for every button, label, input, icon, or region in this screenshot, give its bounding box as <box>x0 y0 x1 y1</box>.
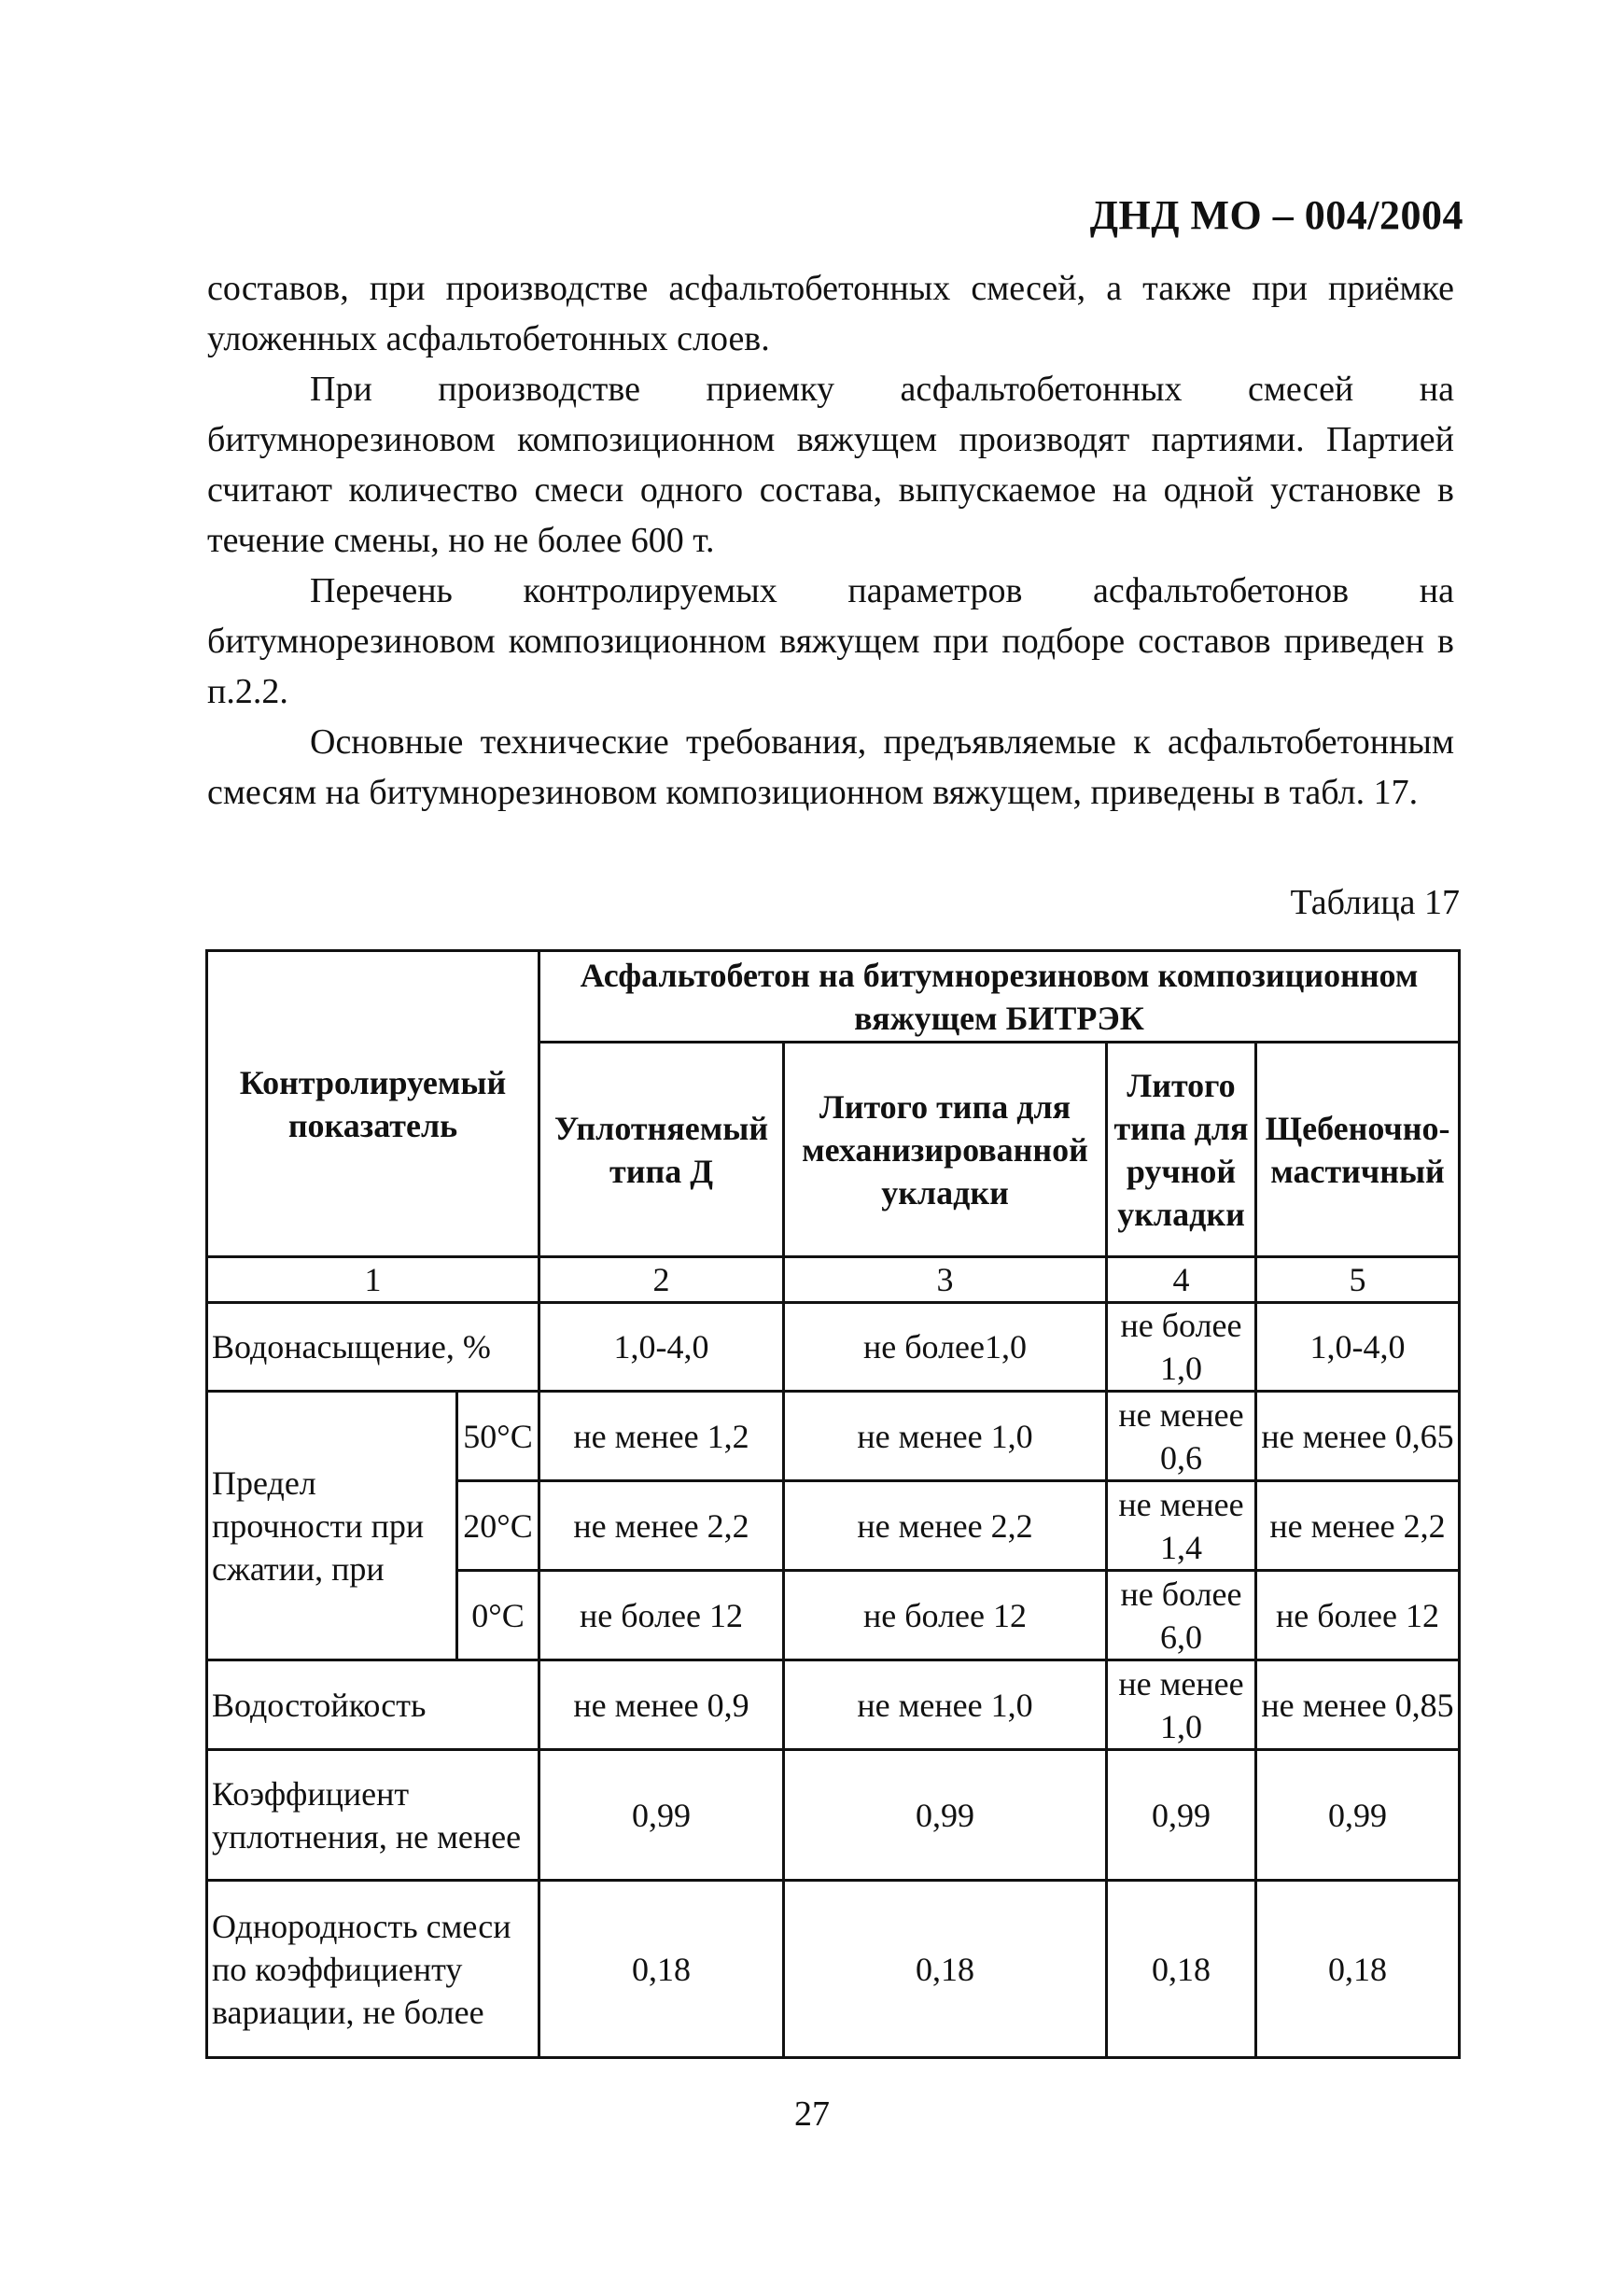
table-row-water-resistance <box>207 1660 1460 1750</box>
temperature-cell: 20°С <box>457 1481 539 1571</box>
row-label: Однородность смеси по коэффициенту вариации, не более <box>207 1881 539 2058</box>
table-row-strength-50 <box>207 1392 1460 1481</box>
cell-value: 0,18 <box>539 1881 784 2058</box>
cell-value: не менее 2,2 <box>1256 1481 1460 1571</box>
column-number: 1 <box>207 1257 539 1303</box>
cell-value: не менее 0,65 <box>1256 1392 1460 1481</box>
table-row-water-saturation <box>207 1303 1460 1392</box>
cell-value: 1,0-4,0 <box>1256 1303 1460 1392</box>
row-label: Водостойкость <box>207 1660 539 1750</box>
cell-value: не менее 0,9 <box>539 1660 784 1750</box>
cell-value: не более 12 <box>539 1571 784 1660</box>
cell-value: 0,99 <box>1256 1750 1460 1881</box>
cell-value: не менее 0,6 <box>1107 1392 1256 1481</box>
cell-value: не более 6,0 <box>1107 1571 1256 1660</box>
cell-value: не менее 1,2 <box>539 1392 784 1481</box>
cell-value: 0,99 <box>539 1750 784 1881</box>
cell-value: 0,99 <box>784 1750 1107 1881</box>
row-label: Водонасыщение, % <box>207 1303 539 1392</box>
cell-value: 0,99 <box>1107 1750 1256 1881</box>
paragraph-2: При производстве приемку асфальтобетонных смесей на битумнорезиновом композиционном вяжущем производят партиями. Партией считают количество смеси одного состава, выпускаемое на одной установке в течение смены, но не более 600 т. <box>207 370 1454 560</box>
paragraph-3: Перечень контролируемых параметров асфальтобетонов на битумнорезиновом композиционном вяжущем при подборе составов приведен в п.2.2. <box>207 571 1454 711</box>
header-col2: Уплотняемый типа Д <box>539 1043 784 1257</box>
row-label: Коэффициент уплотнения, не менее <box>207 1750 539 1881</box>
cell-value: не менее 1,0 <box>784 1392 1107 1481</box>
header-col4: Литого типа для ручной укладки <box>1107 1043 1256 1257</box>
cell-value: 0,18 <box>1256 1881 1460 2058</box>
header-col3: Литого типа для механизированной укладки <box>784 1043 1107 1257</box>
row-label: Предел прочности при сжатии, при <box>207 1392 457 1660</box>
cell-value: не менее 1,0 <box>1107 1660 1256 1750</box>
temperature-cell: 50°С <box>457 1392 539 1481</box>
body-text <box>207 263 1454 818</box>
page-number: 27 <box>794 2094 830 2134</box>
cell-value: не более 1,0 <box>1107 1303 1256 1392</box>
cell-value: не менее 0,85 <box>1256 1660 1460 1750</box>
temperature-cell: 0°С <box>457 1571 539 1660</box>
header-col5: Щебеночно-мастичный <box>1256 1043 1460 1257</box>
table-caption: Таблица 17 <box>1290 883 1460 922</box>
requirements-table <box>205 949 1461 2059</box>
cell-value: не менее 2,2 <box>539 1481 784 1571</box>
cell-value: 0,18 <box>1107 1881 1256 2058</box>
cell-value: не более 12 <box>784 1571 1107 1660</box>
header-group: Асфальтобетон на битумнорезиновом композиционном вяжущем БИТРЭК <box>539 951 1460 1043</box>
cell-value: 1,0-4,0 <box>539 1303 784 1392</box>
document-code: ДНД МО – 004/2004 <box>1089 192 1463 238</box>
column-number: 3 <box>784 1257 1107 1303</box>
header-indicator: Контролируемый показатель <box>207 951 539 1257</box>
cell-value: не более1,0 <box>784 1303 1107 1392</box>
column-number: 5 <box>1256 1257 1460 1303</box>
paragraph-4: Основные технические требования, предъявляемые к асфальтобетонным смесям на битумнорезиновом композиционном вяжущем, приведены в табл. 17. <box>207 722 1454 812</box>
table-row-compaction <box>207 1750 1460 1881</box>
column-number: 2 <box>539 1257 784 1303</box>
table-header-row <box>207 951 1460 1043</box>
cell-value: не более 12 <box>1256 1571 1460 1660</box>
paragraph-1: составов, при производстве асфальтобетонных смесей, а также при приёмке уложенных асфальтобетонных слоев. <box>207 269 1454 358</box>
cell-value: не менее 1,4 <box>1107 1481 1256 1571</box>
cell-value: не менее 1,0 <box>784 1660 1107 1750</box>
cell-value: не менее 2,2 <box>784 1481 1107 1571</box>
column-number-row <box>207 1257 1460 1303</box>
column-number: 4 <box>1107 1257 1256 1303</box>
cell-value: 0,18 <box>784 1881 1107 2058</box>
table-row-homogeneity <box>207 1881 1460 2058</box>
